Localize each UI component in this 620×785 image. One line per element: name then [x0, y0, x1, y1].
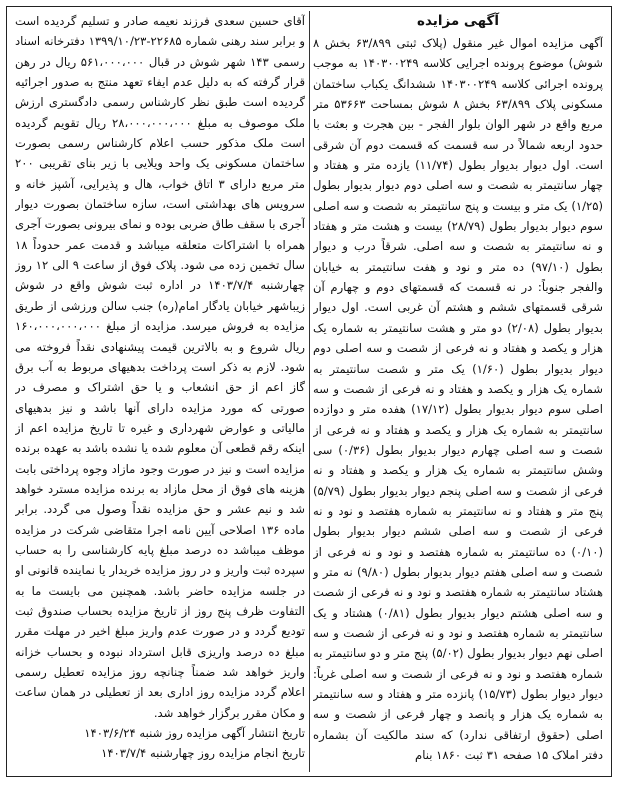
left-column [15, 11, 305, 772]
publish-date: تاریخ انتشار آگهی مزایده روز شنبه ۱۴۰۳/۶/۲۴ [84, 726, 305, 741]
auction-notice [6, 6, 612, 777]
left-column-text: آقای حسین سعدی فرزند نعیمه صادر و تسلیم گردیده است و برابر سند رهنی شماره ۲۲۶۸۵-۱۳۹۹/۱۰/۲۳ دفترخانه اسناد رسمی ۱۴۳ شهر شوش در قبال ۵۶۱،۰۰۰،۰۰۰ ریال در رهن قرار گرفته که به دلیل عدم ایفاء تعهد منتج به صدور اجرائیه گردیده است طبق نظر کارشناس رسمی دادگستری ارزش ملک موصوف به مبلغ ۲۸،۰۰۰،۰۰۰،۰۰۰ ریال تقویم گردیده است ملک مذکور حسب اعلام کارشناس رسمی بصورت ساختمان مسکونی یک واحد ویلایی با زیر بنای تقریبی ۲۰۰ متر مربع دارای ۳ اتاق خواب، هال و پذیرایی، آشپز خانه و سرویس های بهداشتی است، سازه ساختمان بصورت دیوار آجری با سقف طاق ضربی بوده و نمای بیرونی بصورت آجری همراه با اشتراکات متعلقه میباشد و قدمت عمر حدوداً ۱۸ سال تخمین زده می شود. پلاک فوق از ساعت ۹ الی ۱۲ روز چهارشنبه ۱۴۰۳/۷/۴ در اداره ثبت شوش واقع در شوش زیباشهر خیابان یادگار امام(ره) جنب سالن ورزشی از طریق مزایده به فروش میرسد. مزایده از مبلغ ۱۶۰،۰۰۰،۰۰۰،۰۰۰ ریال شروع و به بالاترین قیمت پیشنهادی نقداً فروخته می شود. لازم به ذکر است پرداخت بدهیهای مربوط به آب برق گاز اعم از حق انشعاب و یا حق اشتراک و مصرف در صورتی که مورد مزایده دارای آنها باشد و نیز بدهیهای مالیاتی و عوارض شهرداری و غیره تا تاریخ مزایده اعم از اینکه رقم قطعی آن معلوم شده یا نشده باشد به عهده برنده مزایده است و نیز در صورت وجود مازاد وجوه پرداختی بابت هزینه های فوق از محل مازاد به برنده مزایده مسترد خواهد شد و نیم عشر و حق مزایده نقداً وصول می گردد. برابر ماده ۱۳۶ اصلاحی آیین نامه اجرا متقاضی شرکت در مزایده موظف میباشد ده درصد مبلغ پایه کارشناسی را به حساب سپرده ثبت واریز و در روز مزایده خریدار یا نماینده قانونی او در جلسه مزایده حاضر باشد. همچنین می بایست ما به التفاوت ظرف پنج روز از تاریخ مزایده بحساب صندوق ثبت تودیع گردد و در صورت عدم واریز مبلغ اخیر در مهلت مقرر مبلغ ده درصد واریزی قابل استرداد نبوده و بحساب خزانه واریز خواهد شد ضمناً چنانچه روز مزایده تعطیل رسمی اعلام گردد مزایده روز اداری بعد از تعطیلی در همان ساعت و مکان مقرر برگزار خواهد شد. [15, 14, 305, 720]
right-column-text: آگهی مزایده اموال غیر منقول (پلاک ثبتی ۶۳/۸۹۹ بخش ۸ شوش) موضوع پرونده اجرایی کلاسه ۱۴۰۳۰۰۲۴۹ به موجب پرونده اجرائی کلاسه ۱۴۰۳۰۰۲۴۹ ششدانگ یکباب ساختمان مسکونی پلاک ۶۳/۸۹۹ بخش ۸ شوش بمساحت ۵۳۶۶۳ متر مربع واقع در شهر الوان بلوار الفجر - بین هجرت و بعثت با حدود اربعه شمالاً در سه قسمت که قسمت دوم آن شرقی است. اول دیوار بدیوار بطول (۱۱/۷۴) یازده متر و هفتاد و چهار سانتیمتر به شصت و سه اصلی دوم دیوار بدیوار بطول (۱/۲۵) یک متر و بیست و پنج سانتیمتر به شصت و سه اصلی سوم دیوار بدیوار بطول (۲۸/۷۹) بیست و هشت متر و هفتاد و نه سانتیمتر به شصت و سه اصلی. شرقاً درب و دیوار بطول (۹۷/۱۰) ده متر و نود و هفت سانتیمتر به خیابان والفجر جنوباً: در نه قسمت که قسمتهای دوم و چهارم آن شرقی قسمتهای ششم و هشتم آن غربی است. اول دیوار بدیوار بطول (۲/۰۸) دو متر و هشت سانتیمتر به شماره یک هزار و یکصد و هفتاد و نه فرعی از شصت و سه اصلی دوم دیوار بدیوار بطول (۱/۶۰) یک متر و شصت سانتیمتر به شماره یک هزار و یکصد و هفتاد و نه فرعی از شصت و سه اصلی سوم دیوار بدیوار بطول (۱۷/۱۲) هفده متر و دوازده سانتیمتر به شماره یک هزار و یکصد و هفتاد و نه فرعی از شصت و سه اصلی چهارم دیوار بدیوار بطول (۰/۳۶) سی وشش سانتیمتر به شماره یک هزار و یکصد و هفتاد و نه فرعی از شصت و سه اصلی پنجم دیوار بدیوار بطول (۵/۷۹) پنج متر و هفتاد و نه سانتیمتر به شماره هفتصد و نود و نه فرعی از شصت و سه اصلی ششم دیوار بدیوار بطول (۰/۱۰) ده سانتیمتر به شماره هفتصد و نود و نه فرعی از شصت و سه اصلی هفتم دیوار بدیوار بطول (۹/۸۰) نه متر و هشتاد سانتیمتر به شماره هفتصد و نود و نه فرعی از شصت و سه اصلی هشتم دیوار بدیوار بطول (۰/۸۱) هشتاد و یک سانتیمتر به شماره هفتصد و نود و نه فرعی از شصت و سه اصلی نهم دیوار بدیوار بطول (۵/۰۲) پنج متر و دو سانتیمتر به شماره هفتصد و نود و نه فرعی از شصت و سه اصلی غرباً: دیوار دیوار بطول (۱۵/۷۳) پانزده متر و هفتاد و سه سانتیمتر به شماره یک هزار و پانصد و چهار فرعی از شصت و سه اصلی (حقوق ارتفاقی ندارد) که سند مالکیت آن بشماره دفتر املاک ۱۵ صفحه ۳۱ ثبت ۱۸۶۰ بنام [313, 36, 603, 763]
column-divider [309, 11, 310, 772]
right-column [313, 11, 603, 772]
auction-date: تاریخ انجام مزایده روز چهارشنبه ۱۴۰۳/۷/۴ [101, 746, 305, 761]
notice-title: آگهی مزایده [417, 13, 499, 29]
